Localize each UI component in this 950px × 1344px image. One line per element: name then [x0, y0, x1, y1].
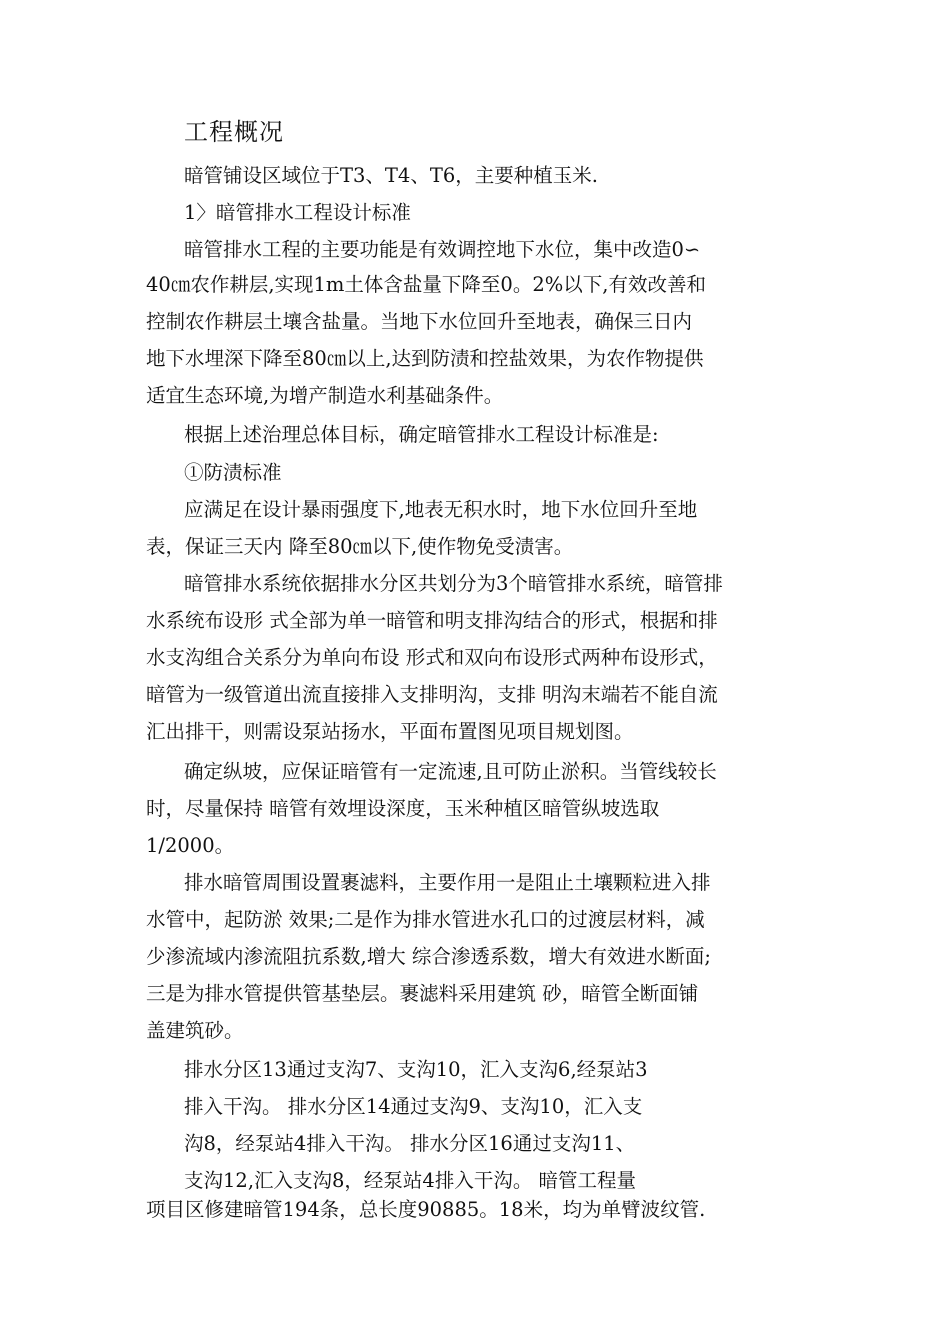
section-heading: 工程概况 [184, 118, 284, 146]
text-line: 暗管排水系统依据排水分区共划分为3个暗管排水系统，暗管排 [184, 572, 723, 595]
text-line: 1〉暗管排水工程设计标准 [184, 201, 411, 224]
text-line: 沟8，经泵站4排入干沟。 排水分区16通过支沟11、 [184, 1132, 636, 1155]
text-line: 适宜生态环境,为增产制造水利基础条件。 [146, 384, 504, 407]
text-line: 时，尽量保持 暗管有效埋设深度，玉米种植区暗管纵坡选取 [146, 797, 660, 820]
text-line: 地下水埋深下降至80㎝以上,达到防渍和控盐效果，为农作物提供 [146, 347, 704, 370]
text-line: 应满足在设计暴雨强度下,地表无积水时，地下水位回升至地 [184, 498, 698, 521]
text-line: 确定纵坡，应保证暗管有一定流速,且可防止淤积。当管线较长 [184, 760, 717, 783]
text-line: 表，保证三天内 降至80㎝以下,使作物免受渍害。 [146, 535, 574, 558]
text-line: 控制农作耕层土壤含盐量。当地下水位回升至地表，确保三日内 [146, 310, 693, 333]
text-line: 1/2000。 [146, 834, 235, 857]
text-line: 排入干沟。 排水分区14通过支沟9、支沟10，汇入支 [184, 1095, 643, 1118]
text-line: 暗管排水工程的主要功能是有效调控地下水位，集中改造0∽ [184, 238, 701, 261]
text-line: ①防渍标准 [184, 461, 282, 484]
text-line: 排水暗管周围设置裹滤料，主要作用一是阻止土壤颗粒进入排 [184, 871, 711, 894]
text-line: 水系统布设形 式全部为单一暗管和明支排沟结合的形式，根据和排 [146, 609, 718, 632]
text-line: 水管中，起防淤 效果;二是作为排水管进水孔口的过渡层材料，减 [146, 908, 705, 931]
text-line: 三是为排水管提供管基垫层。裹滤料采用建筑 砂，暗管全断面铺 [146, 982, 699, 1005]
text-line: 根据上述治理总体目标，确定暗管排水工程设计标准是: [184, 423, 659, 446]
text-line: 盖建筑砂。 [146, 1019, 244, 1042]
text-line: 支沟12,汇入支沟8，经泵站4排入干沟。 暗管工程量 [184, 1169, 637, 1192]
text-line: 排水分区13通过支沟7、支沟10，汇入支沟6,经泵站3 [184, 1058, 648, 1081]
text-line: 暗管为一级管道出流直接排入支排明沟，支排 明沟末端若不能自流 [146, 683, 718, 706]
text-line: 40㎝农作耕层,实现1m土体含盐量下降至0。2%以下,有效改善和 [146, 273, 706, 296]
text-line: 水支沟组合关系分为单向布设 形式和双向布设形式两种布设形式， [146, 646, 718, 669]
text-line: 少渗流域内渗流阻抗系数,增大 综合渗透系数，增大有效进水断面; [146, 945, 711, 968]
text-line: 汇出排干，则需设泵站扬水，平面布置图见项目规划图。 [146, 720, 634, 743]
text-line: 暗管铺设区域位于T3、T4、T6，主要种植玉米. [184, 164, 598, 187]
text-line: 项目区修建暗管194条，总长度90885。18米，均为单臂波纹管. [146, 1198, 706, 1221]
